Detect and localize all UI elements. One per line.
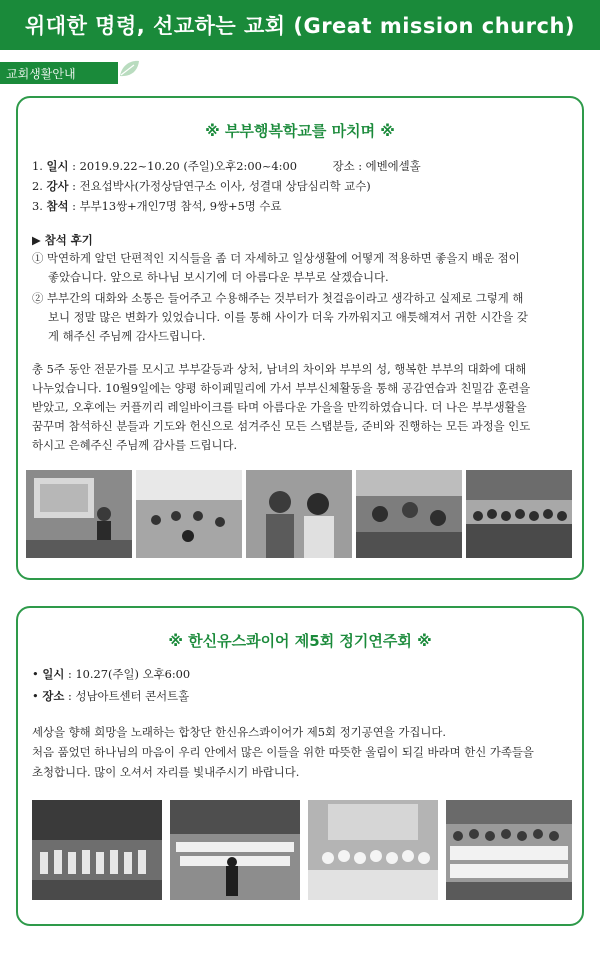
review-1-line-1: ① 막연하게 알던 단편적인 지식들을 좀 더 자세하고 일상생활에 어떻게 적용하면 좋을지 배운 점이 [32,251,520,265]
section-tag [0,62,118,84]
photo-choir-conductor [170,800,300,900]
article1-title: ※ 부부행복학교를 마치며 ※ [205,122,395,140]
info-place: 장소 : 에벤에셀홀 [332,159,421,173]
summary-line-1: 총 5주 동안 전문가를 모시고 부부갈등과 상처, 남녀의 차이와 부부의 성, 행복한 부부의 대화에 대해 [32,362,527,376]
info-row-speaker [32,178,371,194]
photo-lecture [26,470,132,558]
header-title: 위대한 명령, 선교하는 교회 (Great mission church) [25,14,575,38]
concert-body-line-1: 세상을 향해 희망을 노래하는 합창단 한신유스콰이어가 제5회 정기공연을 가집니다. [32,725,446,739]
info-row-date [32,158,421,174]
review-2-line-1: ② 부부간의 대화와 소통은 들어주고 수용해주는 것부터가 첫걸음이라고 생각하고 실제로 그렇게 해 [32,291,524,305]
concert-body-line-3: 초청합니다. 많이 오셔서 자리를 빛내주시기 바랍니다. [32,765,300,779]
info-value: : 전요섭박사(가정상담연구소 이사, 성결대 상담심리학 교수) [68,179,371,193]
info-row-attendance [32,198,281,214]
concert-body-line-2: 처음 품었던 하나님의 마음이 우리 안에서 많은 이들을 위한 따뜻한 울림이 되길 바라며 한신 가족들을 [32,745,534,759]
review-2-line-2: 보니 정말 많은 변화가 있었습니다. 이를 통해 사이가 더욱 가까워지고 애틋해져서 귀한 시간을 갖 [48,310,528,324]
article-youth-choir-concert [16,606,584,926]
info-key: 참석 [46,199,69,213]
review-1-line-2: 좋았습니다. 앞으로 하나님 보시기에 더 아름다운 부부로 살겠습니다. [48,270,389,284]
leaf-icon [116,56,142,82]
photo-choir-stage [32,800,162,900]
article-marriage-school [16,96,584,580]
info-value: : 2019.9.22~10.20 (주일)오후2:00~4:00 [68,159,297,173]
section-tag-label: 교회생활안내 [6,66,76,81]
photo-circle-sitting [136,470,242,558]
header-banner [0,0,600,50]
review-heading: ▶ 참석 후기 [32,233,93,247]
info-key: 장소 [42,689,65,703]
info-num: 3. [32,199,43,213]
info-key: 일시 [42,667,65,681]
info-num: 2. [32,179,43,193]
bullet-icon: • [32,689,39,703]
info-key: 일시 [46,159,69,173]
concert-date [32,666,190,682]
photo-choir-church [308,800,438,900]
summary-line-5: 하시고 은혜주신 주님께 감사를 드립니다. [32,438,238,452]
review-2-line-3: 게 해주신 주님께 감사드립니다. [48,329,206,343]
article2-title: ※ 한신유스콰이어 제5회 정기연주회 ※ [168,632,432,650]
info-value: : 성남아트센터 콘서트홀 [64,689,190,703]
photo-couples [246,470,352,558]
bullet-icon: • [32,667,39,681]
info-num: 1. [32,159,43,173]
info-key: 강사 [46,179,69,193]
photo-activity [356,470,462,558]
info-value: : 부부13쌍+개인7명 참석, 9쌍+5명 수료 [68,199,282,213]
info-value: : 10.27(주일) 오후6:00 [64,667,191,681]
summary-line-4: 꿈꾸며 참석하신 분들과 기도와 헌신으로 섬겨주신 모든 스탭분들, 준비와 진행하는 모든 과정을 인도 [32,419,531,433]
summary-line-2: 나누었습니다. 10월9일에는 양평 하이페밀리에 가서 부부신체활동을 통해 공감연습과 친밀감 훈련을 [32,381,531,395]
photo-choir-group [446,800,572,900]
photo-group [466,470,572,558]
summary-line-3: 받았고, 오후에는 커플끼리 레일바이크를 타며 아름다운 가을을 만끽하였습니다. 더 나은 부부생활을 [32,400,527,414]
concert-venue [32,688,189,704]
